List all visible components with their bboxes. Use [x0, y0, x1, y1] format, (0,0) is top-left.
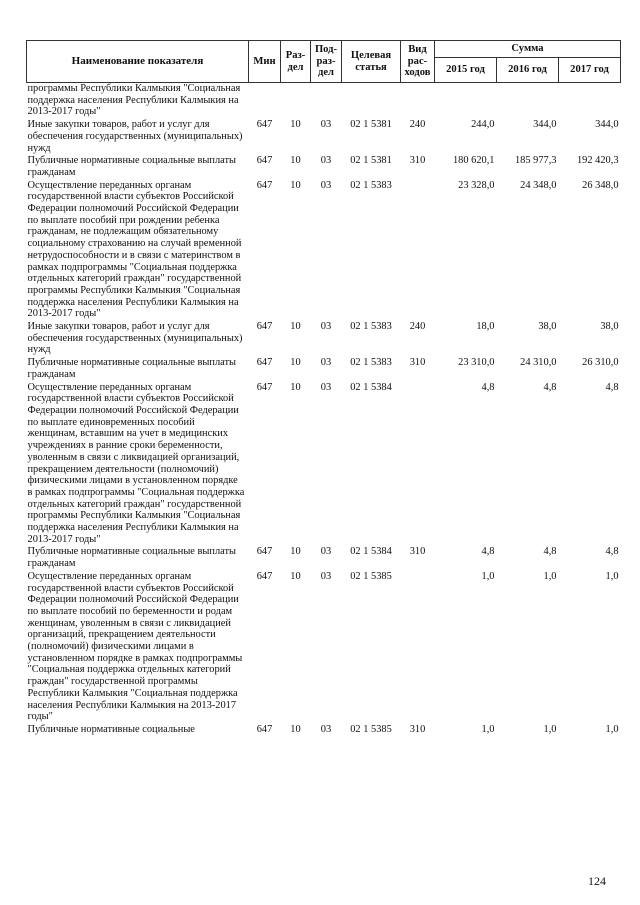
cell-vid: 310: [409, 357, 426, 369]
header-year-2017: 2017 год: [559, 58, 621, 83]
cell-podrazdel: 03: [320, 570, 332, 582]
cell-name: Иные закупки товаров, работ и услуг для обеспечения государственных (муниципальных) нужд: [27, 321, 243, 356]
cell-statya: 02 1 5383: [350, 321, 392, 333]
cell-2016: 4,8: [543, 381, 557, 393]
cell-2016: 185 977,3: [514, 155, 557, 167]
table-row: [27, 320, 621, 356]
cell-min: 647: [256, 723, 273, 735]
cell-vid: [401, 83, 435, 119]
cell-2016: 4,8: [543, 546, 557, 558]
cell-razdel: 10: [290, 381, 301, 393]
cell-2015: [435, 83, 497, 119]
cell-2016: 38,0: [538, 321, 557, 333]
cell-statya: 02 1 5385: [350, 723, 392, 735]
cell-2015: 18,0: [476, 321, 495, 333]
table-row: [27, 154, 621, 178]
table-row: [27, 356, 621, 380]
cell-podrazdel: 03: [320, 357, 332, 369]
cell-podrazdel: 03: [320, 723, 332, 735]
table-row: [27, 381, 621, 546]
table-header: [27, 41, 621, 83]
header-vid: Вид рас- ходов: [401, 41, 435, 83]
cell-2016: 24 310,0: [520, 357, 557, 369]
cell-min: 647: [256, 119, 273, 131]
cell-statya: 02 1 5381: [350, 155, 392, 167]
cell-name: Осуществление переданных органам государственной власти субъектов Российской Федерации полномочий Российской Федерации по выплате пособий при рождении ребенка гражданам, не подлежащим обязательному социальному страхованию на случай временной нетрудоспособности и в связи с материнством в рамках подпрограммы "Социальная поддержка отдельных категорий граждан" государственной программы Республики Калмыкия "Социальная поддержка населения Республики Калмыкия на 2013-2017 годы": [27, 179, 242, 320]
cell-2015: 4,8: [481, 546, 495, 558]
table-body: [27, 83, 621, 736]
cell-vid: [401, 570, 435, 723]
header-razdel: Раз- дел: [281, 41, 311, 83]
cell-name: Осуществление переданных органам государственной власти субъектов Российской Федерации полномочий Российской Федерации по выплате пособий по беременности и родам женщинам, уволенным в связи с ликвидацией организаций, прекращением деятельности (полномочий) физическими лицами в установленном порядке в рамках подпрограммы "Социальная поддержка отдельных категорий граждан" государственной программы Республики Калмыкия "Социальная поддержка населения Республики Калмыкия на 2013-2017 годы": [27, 570, 243, 723]
cell-razdel: 10: [290, 321, 301, 333]
cell-razdel: [281, 83, 311, 119]
cell-min: 647: [256, 546, 273, 558]
cell-2017: 4,8: [605, 546, 619, 558]
cell-razdel: 10: [290, 723, 301, 735]
cell-razdel: 10: [290, 357, 301, 369]
cell-razdel: 10: [290, 119, 301, 131]
cell-statya: [342, 83, 401, 119]
cell-2015: 23 328,0: [458, 179, 495, 191]
table-row: [27, 118, 621, 154]
cell-2017: 4,8: [605, 381, 619, 393]
cell-razdel: 10: [290, 155, 301, 167]
cell-2017: [559, 83, 621, 119]
cell-2015: 1,0: [481, 723, 495, 735]
cell-min: 647: [256, 570, 273, 582]
cell-name: Публичные нормативные социальные выплаты гражданам: [27, 155, 237, 178]
table-row: [27, 545, 621, 569]
cell-2015: 1,0: [481, 570, 495, 582]
header-year-2015: 2015 год: [435, 58, 497, 83]
cell-2015: 23 310,0: [458, 357, 495, 369]
cell-vid: [401, 179, 435, 320]
cell-vid: 310: [409, 546, 426, 558]
cell-min: 647: [256, 357, 273, 369]
cell-podrazdel: 03: [320, 546, 332, 558]
cell-name: программы Республики Калмыкия "Социальная поддержка населения Республики Калмыкия на 2013-2017 годы": [27, 83, 241, 118]
cell-vid: 310: [409, 723, 426, 735]
cell-vid: [401, 381, 435, 546]
cell-min: 647: [256, 155, 273, 167]
cell-2017: 1,0: [605, 570, 619, 582]
cell-min: 647: [256, 381, 273, 393]
cell-name: Иные закупки товаров, работ и услуг для обеспечения государственных (муниципальных) нужд: [27, 119, 243, 154]
cell-statya: 02 1 5385: [350, 570, 392, 582]
cell-name: Публичные нормативные социальные выплаты гражданам: [27, 357, 237, 380]
cell-2015: 4,8: [481, 381, 495, 393]
cell-podrazdel: 03: [320, 179, 332, 191]
cell-2016: 24 348,0: [520, 179, 557, 191]
cell-vid: 310: [409, 155, 426, 167]
cell-name: Публичные нормативные социальные: [27, 723, 195, 735]
cell-2017: 26 310,0: [582, 357, 619, 369]
cell-razdel: 10: [290, 179, 301, 191]
cell-podrazdel: 03: [320, 321, 332, 333]
cell-2017: 344,0: [595, 119, 619, 131]
cell-razdel: 10: [290, 570, 301, 582]
cell-podrazdel: [311, 83, 342, 119]
cell-2017: 38,0: [600, 321, 619, 333]
header-min: Мин: [249, 41, 281, 83]
cell-2016: [497, 83, 559, 119]
header-podrazdel: Под- раз- дел: [311, 41, 342, 83]
table-row: [27, 179, 621, 320]
cell-vid: 240: [409, 321, 426, 333]
budget-table: [26, 40, 621, 736]
cell-min: 647: [256, 321, 273, 333]
cell-podrazdel: 03: [320, 155, 332, 167]
page-number: 124: [588, 874, 606, 888]
header-summa: Сумма: [435, 41, 621, 58]
cell-2017: 26 348,0: [582, 179, 619, 191]
cell-2017: 1,0: [605, 723, 619, 735]
cell-2016: 344,0: [533, 119, 557, 131]
cell-name: Публичные нормативные социальные выплаты гражданам: [27, 546, 237, 570]
cell-2015: 244,0: [471, 119, 495, 131]
cell-2017: 192 420,3: [576, 155, 619, 167]
cell-podrazdel: 03: [320, 381, 332, 393]
header-statya: Целевая статья: [342, 41, 401, 83]
cell-statya: 02 1 5381: [350, 119, 392, 131]
cell-razdel: 10: [290, 546, 301, 558]
cell-min: [249, 83, 281, 119]
cell-2016: 1,0: [543, 570, 557, 582]
cell-statya: 02 1 5383: [350, 357, 392, 369]
table-row: [27, 723, 621, 736]
table-row: [27, 570, 621, 723]
cell-min: 647: [256, 179, 273, 191]
cell-statya: 02 1 5384: [350, 381, 392, 393]
cell-podrazdel: 03: [320, 119, 332, 131]
cell-statya: 02 1 5384: [350, 546, 392, 558]
cell-2015: 180 620,1: [452, 155, 495, 167]
cell-vid: 240: [409, 119, 426, 131]
cell-statya: 02 1 5383: [350, 179, 392, 191]
table-row: [27, 83, 621, 119]
cell-2016: 1,0: [543, 723, 557, 735]
cell-name: Осуществление переданных органам государственной власти субъектов Российской Федерации полномочий Российской Федерации по выплате единовременных пособий женщинам, вставшим на учет в медицинских учреждениях в ранние сроки беременности, уволенным в связи с ликвидацией организаций, прекращением деятельности (полномочий) физическими лицами в установленном порядке в рамках подпрограммы "Социальная поддержка отдельных категорий граждан" государственной программы Республики Калмыкия "Социальная поддержка населения Республики Калмыкия на 2013-2017 годы": [27, 381, 245, 545]
header-name: Наименование показателя: [27, 41, 249, 83]
header-year-2016: 2016 год: [497, 58, 559, 83]
